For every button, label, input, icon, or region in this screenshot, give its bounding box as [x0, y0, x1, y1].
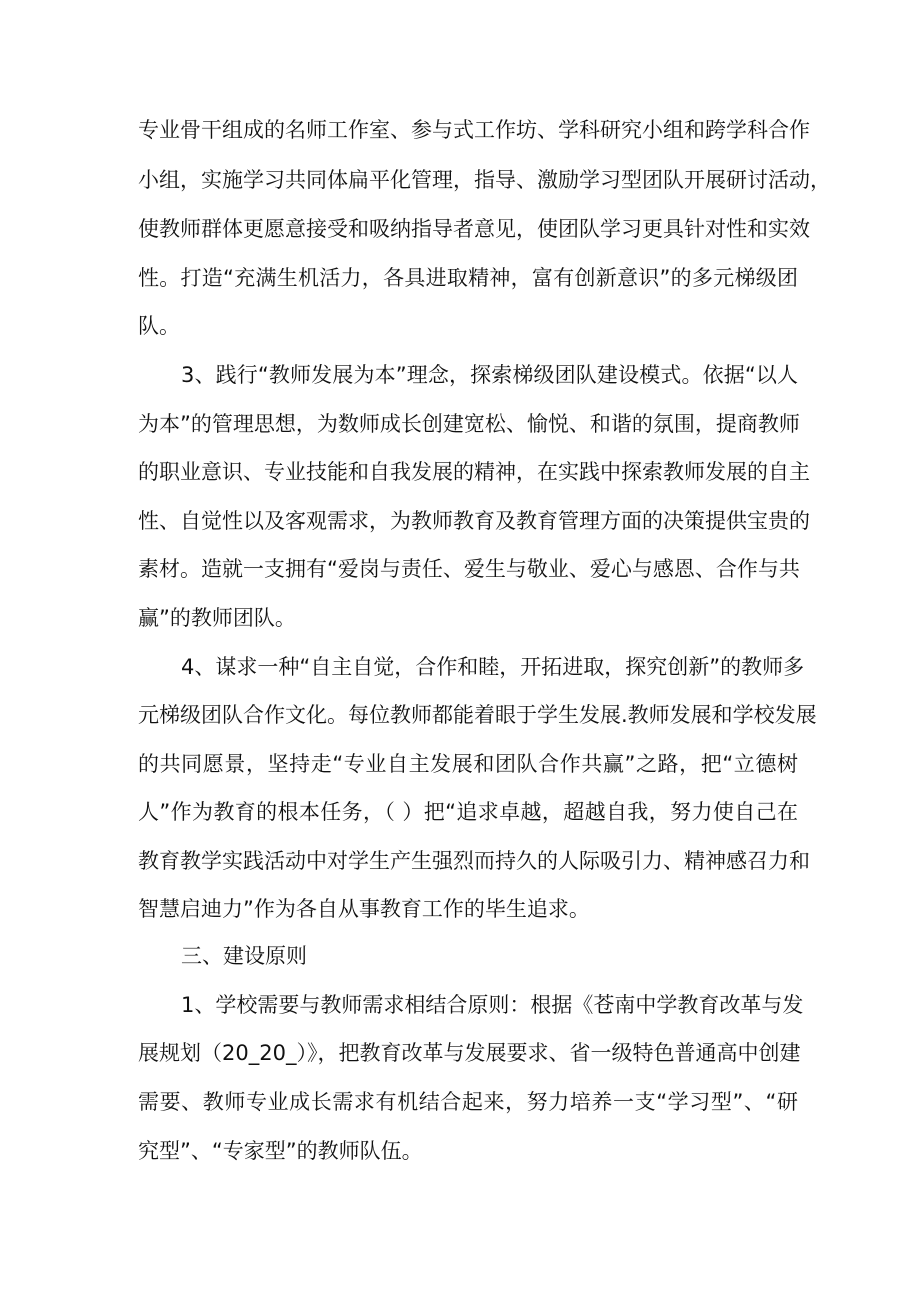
paragraph-2-line-3: 的职业意识、专业技能和自我发展的精神，在实践中探索教师发展的自主 — [138, 460, 810, 484]
paragraph-3-line-3: 的共同愿景，坚持走“专业自主发展和团队合作共赢”之路，把“立德树 — [138, 752, 798, 776]
paragraph-4-line-1: 1、学校需要与教师需求相结合原则：根据《苍南中学教育改革与发 — [181, 993, 804, 1017]
paragraph-2-line-2: 为本”的管理思想，为数师成长创建宽松、愉悦、和谐的氛围，提商教师 — [138, 412, 800, 436]
paragraph-1-line-1: 专业骨干组成的名师工作室、参与式工作坊、学科研究小组和跨学科合作 — [138, 118, 810, 142]
paragraph-2-line-1: 3、践行“教师发展为本”理念，探索梯级团队建设模式。依据“以人 — [181, 363, 798, 387]
paragraph-3-line-1: 4、谋求一种“自主自觉，合作和睦，开拓进取，探究创新”的教师多 — [181, 655, 805, 679]
paragraph-2-line-4: 性、自觉性以及客观需求，为教师教育及教育管理方面的决策提供宝贵的 — [138, 509, 810, 533]
paragraph-4-line-2: 展规划（20_20_）》，把教育改革与发展要求、省一级特色普通高中创建 — [138, 1041, 801, 1065]
paragraph-2-line-5: 素材。造就一支拥有“爱岗与责任、爱生与敬业、爱心与感恩、合作与共 — [138, 557, 800, 581]
paragraph-1-line-3: 使教师群体更愿意接受和吸纳指导者意见，使团队学习更具针对性和实效 — [138, 217, 810, 241]
paragraph-3-line-4: 人”作为教育的根本任务，（ ）把“追求卓越，超越自我，努力使自己在 — [138, 800, 798, 824]
section-heading: 三、建设原则 — [181, 944, 307, 968]
paragraph-2-line-6: 赢”的教师团队。 — [138, 606, 296, 630]
paragraph-4-line-4: 究型”、“专家型”的教师队伍。 — [138, 1139, 423, 1163]
paragraph-1-line-4: 性。打造“充满生机活力，各具进取精神，富有创新意识”的多元梯级团 — [138, 266, 798, 290]
paragraph-4-line-3: 需要、教师专业成长需求有机结合起来，努力培养一支“学习型”、“研 — [138, 1090, 798, 1114]
paragraph-3-line-5: 教育教学实践活动中对学生产生强烈而持久的人际吸引力、精神感召力和 — [138, 849, 810, 873]
paragraph-3-line-6: 智慧启迪力”作为各自从事教育工作的毕生追求。 — [138, 897, 590, 921]
paragraph-1-line-5: 队。 — [138, 314, 180, 338]
paragraph-3-line-2: 元梯级团队合作文化。每位教师都能着眼于学生发展.教师发展和学校发展 — [138, 703, 817, 727]
paragraph-1-line-2: 小组，实施学习共同体扁平化管理，指导、激励学习型团队开展研讨活动， — [138, 168, 831, 192]
